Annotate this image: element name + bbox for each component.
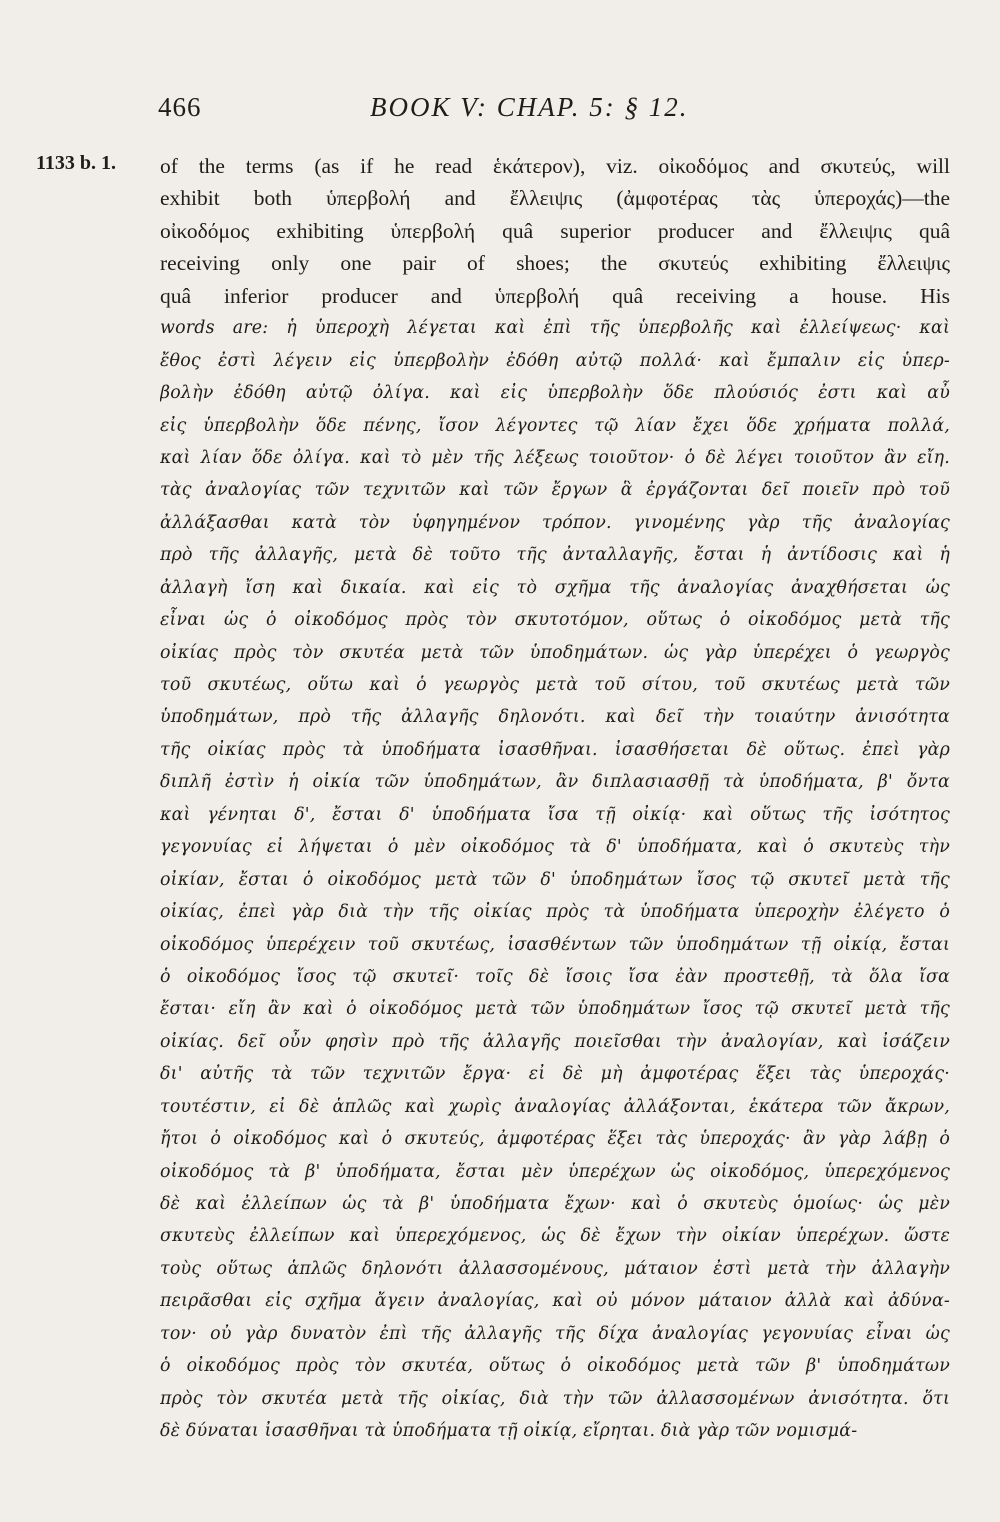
chapter-heading: BOOK V: CHAP. 5: § 12. <box>370 92 689 122</box>
text-line: ἀλλαγὴ ἴση καὶ δικαία. καὶ εἰς τὸ σχῆμα τῆς ἀναλογίας ἀναχθήσεται ὡς <box>160 577 950 598</box>
text-line: σκυτεὺς ἐλλείπων καὶ ὑπερεχόμενος, ὡς δὲ ἔχων τὴν οἰκίαν ὑπερέχων. ὥστε <box>160 1226 950 1247</box>
text-line: exhibit both ὑπερβολή and ἔλλειψις (ἀμφοτέρας τὰς ὑπεροχάς)—the <box>160 186 950 211</box>
text-line: οἰκίας. δεῖ οὖν φησὶν πρὸ τῆς ἀλλαγῆς ποιεῖσθαι τὴν ἀναλογίαν, καὶ ἰσάζειν <box>160 1031 950 1052</box>
text-line: τον· οὐ γὰρ δυνατὸν ἐπὶ τῆς ἀλλαγῆς τῆς δίχα ἀναλογίας γεγονυίας εἶναι ὡς <box>160 1323 950 1344</box>
text-line: receiving only one pair of shoes; the σκυτεύς exhibiting ἔλλειψις <box>160 251 950 276</box>
commentary-text <box>160 150 950 1448</box>
text-line: ἀλλάξασθαι κατὰ τὸν ὑφηγημένον τρόπον. γινομένης γὰρ τῆς ἀναλογίας <box>160 512 950 533</box>
text-line: εἶναι ὡς ὁ οἰκοδόμος πρὸς τὸν σκυτοτόμον, οὕτως ὁ οἰκοδόμος μετὰ τῆς <box>160 610 950 631</box>
text-line: δὲ δύναται ἰσασθῆναι τὰ ὑποδήματα τῇ οἰκίᾳ, εἴρηται. διὰ γὰρ τῶν νομισμά- <box>160 1421 858 1442</box>
text-line: οἰκοδόμος exhibiting ὑπερβολή quâ superior producer and ἔλλειψις quâ <box>160 218 950 243</box>
text-line: ὑποδημάτων, πρὸ τῆς ἀλλαγῆς δηλονότι. καὶ δεῖ τὴν τοιαύτην ἀνισότητα <box>160 707 950 728</box>
text-line: γεγονυίας εἰ λήψεται ὁ μὲν οἰκοδόμος τὰ δ' ὑποδήματα, καὶ ὁ σκυτεὺς τὴν <box>160 837 950 858</box>
text-line: of the terms (as if he read ἑκάτερον), viz. οἰκοδόμος and σκυτεύς, will <box>160 154 950 178</box>
text-line: διπλῆ ἐστὶν ἡ οἰκία τῶν ὑποδημάτων, ἂν διπλασιασθῇ τὰ ὑποδήματα, β' ὄντα <box>160 772 950 793</box>
text-line: δὲ καὶ ἐλλείπων ὡς τὰ β' ὑποδήματα ἔχων· καὶ ὁ σκυτεὺς ὁμοίως· ὡς μὲν <box>160 1194 950 1214</box>
text-line: εἰς ὑπερβολὴν ὅδε πένης, ἴσον λέγοντες τῷ λίαν ἔχει ὅδε χρήματα πολλά, <box>160 415 950 436</box>
text-line: οἰκίας πρὸς τὸν σκυτέα μετὰ τῶν ὑποδημάτων. ὡς γὰρ ὑπερέχει ὁ γεωργὸς <box>160 642 950 663</box>
text-line: ἔσται· εἴη ἂν καὶ ὁ οἰκοδόμος μετὰ τῶν ὑποδημάτων ἴσος τῷ σκυτεῖ μετὰ τῆς <box>160 999 950 1020</box>
text-line: words are: ἡ ὑπεροχὴ λέγεται καὶ ἐπὶ τῆς ὑπερβολῆς καὶ ἐλλείψεως· καὶ <box>160 318 950 339</box>
text-line: τοὺς οὕτως ἁπλῶς δηλονότι ἀλλασσομένους, μάταιον ἐστὶ μετὰ τὴν ἀλλαγὴν <box>160 1258 950 1279</box>
text-line: ὁ οἰκοδόμος πρὸς τὸν σκυτέα, οὕτως ὁ οἰκοδόμος μετὰ τῶν β' ὑποδημάτων <box>160 1356 950 1377</box>
text-line: πρὸ τῆς ἀλλαγῆς, μετὰ δὲ τοῦτο τῆς ἀνταλλαγῆς, ἔσται ἡ ἀντίδοσις καὶ ἡ <box>160 545 950 566</box>
text-line: οἰκοδόμος ὑπερέχειν τοῦ σκυτέως, ἰσασθέντων τῶν ὑποδημάτων τῇ οἰκίᾳ, ἔσται <box>160 934 950 955</box>
text-line: οἰκίαν, ἔσται ὁ οἰκοδόμος μετὰ τῶν δ' ὑποδημάτων ἴσος τῷ σκυτεῖ μετὰ τῆς <box>160 869 950 890</box>
text-line: οἰκοδόμος τὰ β' ὑποδήματα, ἔσται μὲν ὑπερέχων ὡς οἰκοδόμος, ὑπερεχόμενος <box>160 1161 950 1182</box>
text-line: τὰς ἀναλογίας τῶν τεχνιτῶν καὶ τῶν ἔργων ἃ ἐργάζονται δεῖ ποιεῖν πρὸ τοῦ <box>160 480 950 501</box>
text-line: καὶ γένηται δ', ἔσται δ' ὑποδήματα ἴσα τῇ οἰκίᾳ· καὶ οὕτως τῆς ἰσότητος <box>160 804 950 825</box>
text-line: τῆς οἰκίας πρὸς τὰ ὑποδήματα ἰσασθῆναι. ἰσασθήσεται δὲ οὕτως. ἐπεὶ γὰρ <box>160 739 950 760</box>
text-line: quâ inferior producer and ὑπερβολή quâ receiving a house. His <box>160 283 950 308</box>
text-line: καὶ λίαν ὅδε ὀλίγα. καὶ τὸ μὲν τῆς λέξεως τοιοῦτον· ὁ δὲ λέγει τοιοῦτον ἂν εἴη. <box>160 447 950 468</box>
page-number: 466 <box>158 92 202 122</box>
text-line: ἤτοι ὁ οἰκοδόμος καὶ ὁ σκυτεύς, ἀμφοτέρας ἕξει τὰς ὑπεροχάς· ἂν γὰρ λάβῃ ὁ <box>160 1129 950 1150</box>
margin-reference: 1133 b. 1. <box>36 152 117 174</box>
text-line: δι' αὐτῆς τὰ τῶν τεχνιτῶν ἔργα· εἰ δὲ μὴ ἀμφοτέρας ἕξει τὰς ὑπεροχάς· <box>160 1064 950 1085</box>
text-line: ὁ οἰκοδόμος ἴσος τῷ σκυτεῖ· τοῖς δὲ ἴσοις ἴσα ἐὰν προστεθῇ, τὰ ὅλα ἴσα <box>160 966 950 987</box>
text-line: πρὸς τὸν σκυτέα μετὰ τῆς οἰκίας, διὰ τὴν τῶν ἀλλασσομένων ἀνισότητα. ὅτι <box>160 1388 950 1409</box>
text-line: ἔθος ἐστὶ λέγειν εἰς ὑπερβολὴν ἐδόθη αὐτῷ πολλά· καὶ ἔμπαλιν εἰς ὑπερ- <box>160 350 950 371</box>
running-head <box>150 92 950 128</box>
text-line: πειρᾶσθαι εἰς σχῆμα ἄγειν ἀναλογίας, καὶ οὐ μόνον μάταιον ἀλλὰ καὶ ἀδύνα- <box>160 1291 950 1312</box>
text-line: τουτέστιν, εἰ δὲ ἁπλῶς καὶ χωρὶς ἀναλογίας ἀλλάξονται, ἑκάτερα τῶν ἄκρων, <box>160 1096 950 1117</box>
text-line: οἰκίας, ἐπεὶ γὰρ διὰ τὴν τῆς οἰκίας πρὸς τὰ ὑποδήματα ὑπεροχὴν ἐλέγετο ὁ <box>160 902 950 923</box>
text-line: βολὴν ἐδόθη αὐτῷ ὀλίγα. καὶ εἰς ὑπερβολὴν ὅδε πλούσιός ἐστι καὶ αὖ <box>160 383 950 404</box>
text-line: τοῦ σκυτέως, οὕτω καὶ ὁ γεωργὸς μετὰ τοῦ σίτου, τοῦ σκυτέως μετὰ τῶν <box>160 675 950 695</box>
